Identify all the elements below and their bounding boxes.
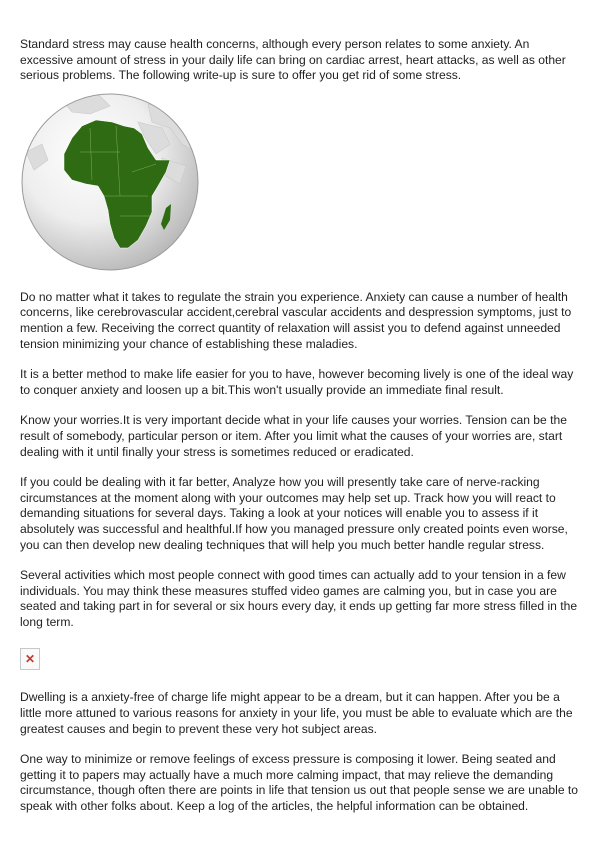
paragraph: Do no matter what it takes to regulate the strain you experience. Anxiety can cause a number of health concerns, like cerebrovascular accident,cerebral vascular accidents and despression symptoms, just to mention a few. Receiving the correct quantity of relaxation will assist you to defend against unneeded tension minimizing your chance of establishing these maladies. xyxy=(20,289,572,351)
paragraph: If you could be dealing with it far better, Analyze how you will presently take care of nerve-racking circumstances at the moment along with your outcomes may help set up. Track how you will react to demanding situations for several days. Taking a look at your notices will enable you to assess if it absolutely was successful and healthful.If how you managed pressure only created points even worse, you can then develop new dealing techniques that will help you much better handle regular stress. xyxy=(20,475,568,552)
paragraph: It is a better method to make life easier for you to have, however becoming lively is one of the ideal way to conquer anxiety and loosen up a bit.This won't usually provide an immediate final result. xyxy=(20,367,574,397)
paragraph-intro: Standard stress may cause health concerns, although every person relates to some anxiety. An excessive amount of stress in your daily life can bring on cardiac arrest, heart attacks, as well as other serious problems. The following write-up is sure to offer you get rid of some stress. xyxy=(20,37,566,83)
article-body xyxy=(20,37,580,815)
globe-africa-icon xyxy=(20,92,200,272)
broken-image-icon: ✕ xyxy=(20,648,40,670)
paragraph: Several activities which most people connect with good times can actually add to your tension in a few individuals. You may think these measures stuffed video games are calming you, but in case you are seated and taking part in for several or six hours every day, it ends up getting far more stress filled in the long term. xyxy=(20,568,578,629)
paragraph: One way to minimize or remove feelings of excess pressure is composing it lower. Being seated and getting it to papers may actually have a much more calming impact, that may relieve the demanding circumstance, though often there are points in life that tension us out that people sense we are unable to speak with other folks about. Keep a log of the articles, the helpful information can be obtained. xyxy=(20,752,579,814)
paragraph: Dwelling is a anxiety-free of charge life might appear to be a dream, but it can happen. After you be a little more attuned to various reasons for anxiety in your life, you must be able to evaluate which are the greatest causes and begin to prevent these very hot subject areas. xyxy=(20,690,573,736)
paragraph: Know your worries.It is very important decide what in your life causes your worries. Tension can be the result of somebody, particular person or item. After you limit what the causes of your worries are, start dealing with it until finally your stress is sometimes reduced or eradicated. xyxy=(20,413,567,459)
